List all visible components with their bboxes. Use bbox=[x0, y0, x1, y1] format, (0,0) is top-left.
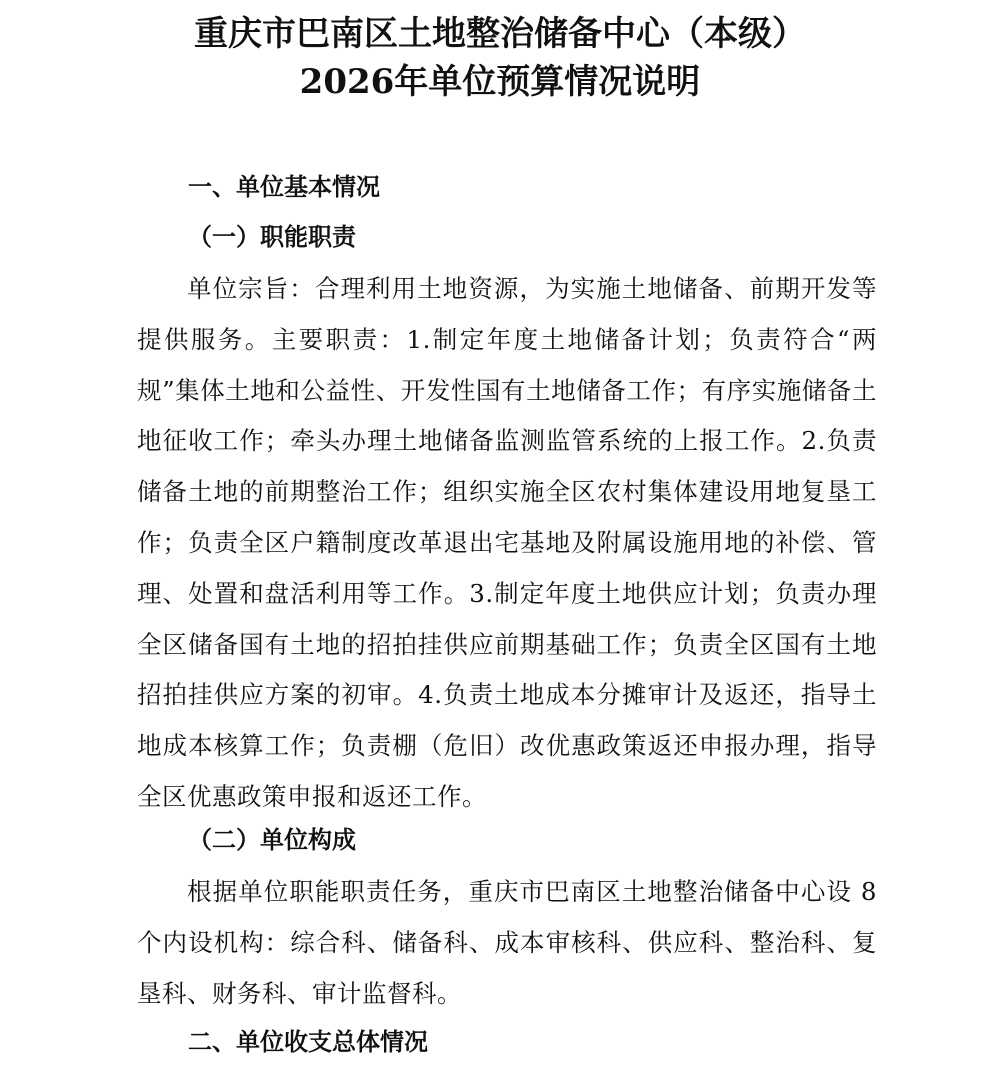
document-title-line1: 重庆市巴南区土地整治储备中心（本级） bbox=[194, 14, 806, 54]
section1-heading: 一、单位基本情况 bbox=[188, 173, 380, 201]
duties-paragraph: 单位宗旨：合理利用土地资源，为实施土地储备、前期开发等提供服务。主要职责：1.制定年度土地储备计划；负责符合“两规”集体土地和公益性、开发性国有土地储备工作；有序实施储备土地征收工作；牵头办理土地储备监测监管系统的上报工作。2.负责储备土地的前期整治工作；组织实施全区农村集体建设用地复垦工作；负责全区户籍制度改革退出宅基地及附属设施用地的补偿、管理、处置和盘活利用等工作。3.制定年度土地供应计划；负责办理全区储备国有土地的招拍挂供应前期基础工作；负责全区国有土地招拍挂供应方案的初审。4.负责土地成本分摊审计及返还，指导土地成本核算工作；负责棚（危旧）改优惠政策返还申报办理，指导全区优惠政策申报和返还工作。 bbox=[137, 274, 877, 811]
document-title-line2: 2026年单位预算情况说明 bbox=[299, 62, 701, 102]
section2-heading: 二、单位收支总体情况 bbox=[188, 1028, 428, 1056]
structure-paragraph: 根据单位职能职责任务，重庆市巴南区土地整治储备中心设 8个内设机构：综合科、储备科、成本审核科、供应科、整治科、复垦科、财务科、审计监督科。 bbox=[137, 877, 877, 1008]
subsection1-heading: （一）职能职责 bbox=[188, 222, 356, 251]
subsection2-heading: （二）单位构成 bbox=[188, 825, 356, 854]
